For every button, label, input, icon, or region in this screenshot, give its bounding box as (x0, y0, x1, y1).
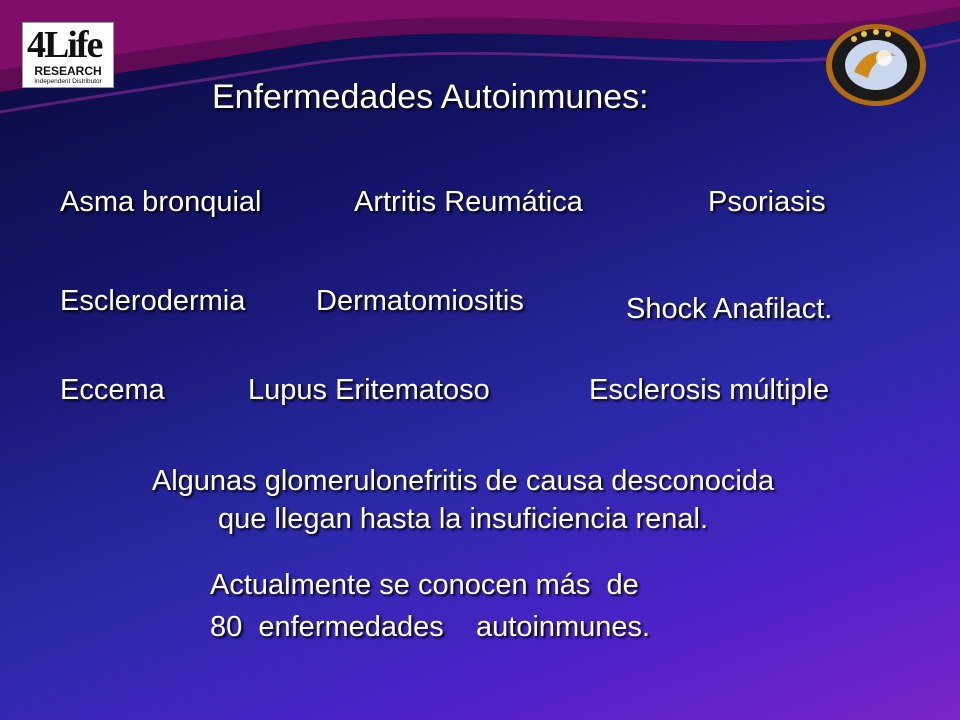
fact-line-1: Actualmente se conocen más de (210, 569, 639, 601)
disease-lupus: Lupus Eritematoso (248, 374, 490, 406)
team-emblem-icon (824, 22, 928, 108)
disease-dermatomiositis: Dermatomiositis (316, 285, 524, 317)
disease-asma: Asma bronquial (60, 186, 262, 218)
disease-artritis: Artritis Reumática (354, 186, 583, 218)
note-line-1: Algunas glomerulonefritis de causa desconocida (151, 465, 775, 497)
logo-research: RESEARCH (34, 64, 102, 78)
note-line-2: que llegan hasta la insuficiencia renal. (217, 503, 709, 535)
disease-eccema: Eccema (60, 374, 165, 406)
logo-distributor: Independent Distributor (34, 78, 102, 85)
4life-research-logo (22, 22, 114, 88)
slide-title: Enfermedades Autoinmunes: (212, 78, 649, 116)
disease-shock: Shock Anafilact. (626, 293, 833, 325)
fact-paragraph (210, 564, 650, 648)
logo-brand: 4Life (27, 24, 102, 66)
disease-esclerodermia: Esclerodermia (60, 285, 246, 317)
background-swoosh (0, 0, 960, 140)
disease-esclerosis: Esclerosis múltiple (589, 374, 830, 406)
disease-psoriasis: Psoriasis (708, 186, 826, 218)
note-paragraph (118, 462, 808, 538)
fact-line-2: 80 enfermedades autoinmunes. (210, 611, 651, 643)
